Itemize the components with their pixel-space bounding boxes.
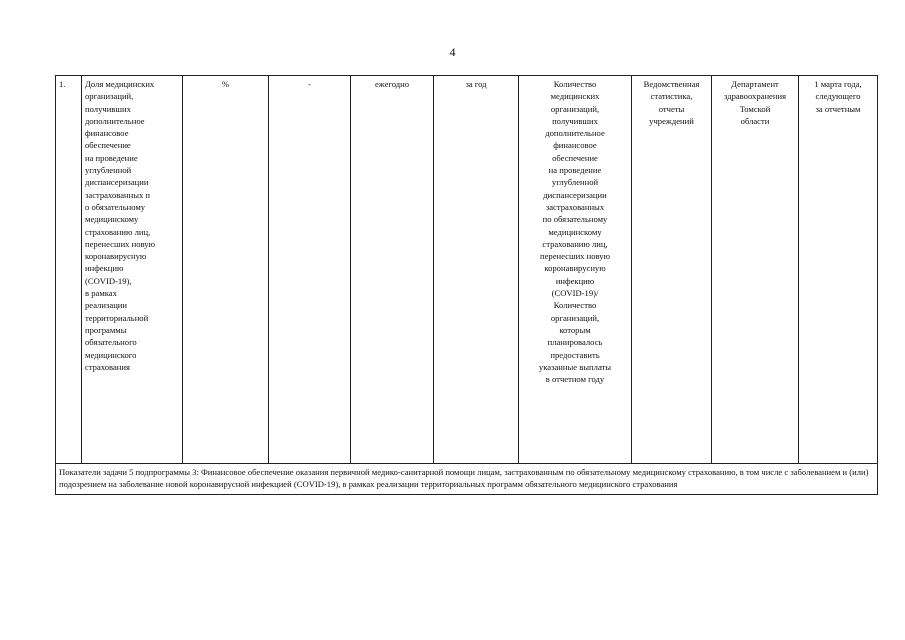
row-number: 1. — [56, 76, 82, 464]
frequency-cell: ежегодно — [351, 76, 434, 464]
period-cell: за год — [434, 76, 519, 464]
page-number: 4 — [449, 45, 456, 59]
source-cell: Ведомственная статистика, отчеты учреждений — [632, 76, 712, 464]
subprogram-task-heading: Показатели задачи 5 подпрограммы 3: Финансовое обеспечение оказания первичной медико-санитарной помощи лицам, застрахованным по обязательному медицинскому страхованию, в том числе с заболеванием и (или) подозрением на заболевание новой коронавирусной инфекцией (COVID-19), в рамках реализации территориальных программ обязательного медицинского страхования — [56, 464, 878, 495]
unit-cell: % — [183, 76, 269, 464]
table-row — [56, 464, 878, 495]
calculation-cell: Количество медицинских организаций, получивших дополнительное финансовое обеспечение на проведение углубленной диспансеризации застрахованных по обязательному медицинскому страхованию лиц, перенесших новую коронавирусную инфекцию (COVID-19)/ Количество организаций, которым планировалось предоставить указанные выплаты в отчетном году — [519, 76, 632, 464]
indicator-name: Доля медицинских организаций, получивших дополнительное финансовое обеспечение на проведение углубленной диспансеризации застрахованных п о обязательному медицинскому страхованию лиц, перенесших новую коронавирусную инфекцию (COVID-19), в рамках реализации территориальной программы обязательного медицинского страхования — [82, 76, 183, 464]
responsible-cell: Департамент здравоохранения Томской области — [712, 76, 799, 464]
table-row — [56, 76, 878, 464]
indicators-table — [55, 75, 878, 495]
deadline-cell: 1 марта года, следующего за отчетным — [799, 76, 878, 464]
baseline-cell: - — [269, 76, 351, 464]
